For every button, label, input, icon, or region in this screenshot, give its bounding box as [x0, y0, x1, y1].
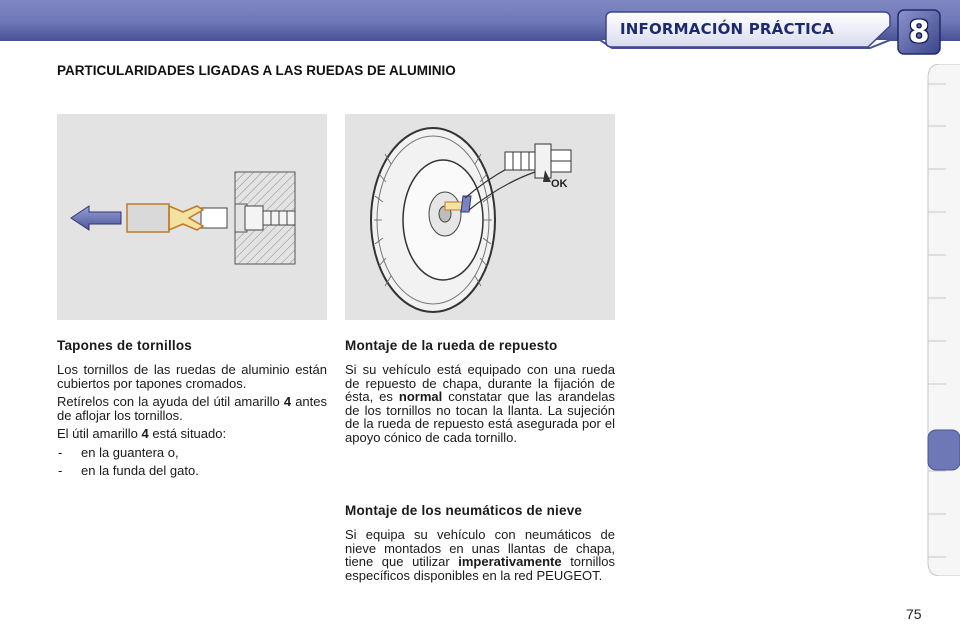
text-run: Retírelos con la ayuda del útil amarillo — [57, 394, 284, 409]
figure-spare-wheel — [345, 114, 615, 320]
text-run: El útil amarillo — [57, 426, 142, 441]
emphasis-imperatively: imperativamente — [458, 554, 562, 569]
text-run: Si equipa su vehículo con neumáticos de nieve montados en unas llantas de chapa, tiene que utilizar — [345, 527, 615, 569]
list-item-text: en la guantera o, — [81, 444, 179, 460]
active-chapter-tab — [928, 430, 960, 470]
text-run: tornillos específicos disponibles en la red PEUGEOT. — [345, 554, 615, 583]
tool-number: 4 — [141, 426, 149, 441]
list-dash: - — [58, 463, 63, 478]
list-dash: - — [58, 444, 63, 460]
spare-wheel-washer-icon — [345, 114, 615, 320]
list-item — [57, 464, 327, 478]
snow-tyres-section — [345, 503, 615, 587]
bolt-caps-paragraph-1: Los tornillos de las ruedas de aluminio están cubiertos por tapones cromados. — [57, 362, 327, 391]
chapter-number-badge: 8 — [908, 15, 930, 50]
text-run: Si su vehículo está equipado con una rueda de repuesto de chapa, durante la fijación de ésta, es — [345, 362, 615, 404]
snow-tyres-heading: Montaje de los neumáticos de nieve — [345, 503, 583, 518]
text-run: está situado: — [148, 426, 227, 441]
snow-tyres-paragraph — [345, 528, 615, 582]
bolt-caps-paragraph-3 — [57, 427, 327, 441]
spare-wheel-section — [345, 338, 615, 449]
list-item-text: en la funda del gato. — [81, 463, 199, 478]
bolt-caps-heading: Tapones de tornillos — [57, 338, 193, 353]
text-run: constatar que las arandelas de los tornillos no tocan la llanta. La sujeción de la rueda de repuesto está asegurada por el apoyo cónico de cada tornillo. — [345, 389, 616, 445]
bolt-caps-paragraph-2 — [57, 395, 327, 422]
page-number: 75 — [906, 606, 922, 622]
bolt-cap-removal-icon — [57, 114, 327, 320]
text-run: antes de aflojar los tornillos. — [57, 394, 327, 423]
section-title: INFORMACIÓN PRÁCTICA — [620, 20, 834, 38]
ok-label: OK — [551, 178, 568, 190]
bolt-caps-section — [57, 338, 327, 483]
emphasis-normal: normal — [398, 389, 443, 404]
page-title: PARTICULARIDADES LIGADAS A LAS RUEDAS DE ALUMINIO — [57, 63, 456, 78]
spare-wheel-paragraph — [345, 363, 615, 444]
chapter-tabs-graphic — [926, 64, 960, 576]
spare-wheel-heading: Montaje de la rueda de repuesto — [345, 338, 558, 353]
header-band — [0, 0, 960, 56]
list-item — [57, 446, 327, 460]
chapter-tabs — [926, 64, 960, 576]
figure-bolt-cap — [57, 114, 327, 320]
tool-number: 4 — [283, 394, 292, 409]
